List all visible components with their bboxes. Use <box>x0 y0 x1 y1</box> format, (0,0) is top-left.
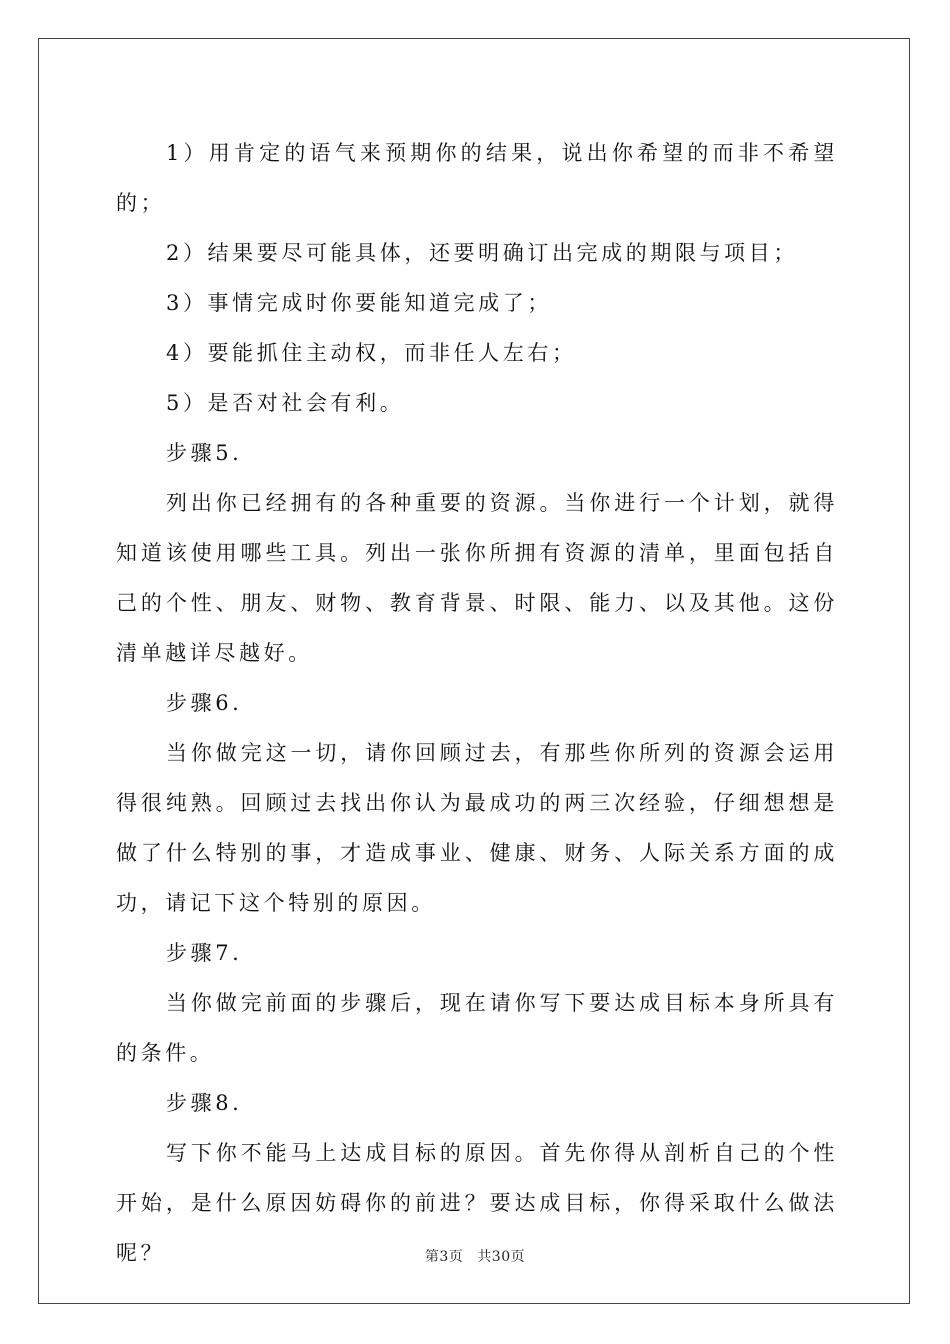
step-heading-6: 步骤6. <box>166 691 243 715</box>
step-heading-5: 步骤5. <box>166 441 243 465</box>
list-item-3: 3）事情完成时你要能知道完成了； <box>166 291 552 315</box>
list-item-1: 1）用肯定的语气来预期你的结果，说出你希望的而非不希望的； <box>116 141 838 215</box>
page-number: 第3页 <box>424 1249 464 1265</box>
page-footer <box>0 1246 950 1266</box>
document-body <box>116 128 838 1278</box>
list-item-2: 2）结果要尽可能具体，还要明确订出完成的期限与项目； <box>166 241 798 265</box>
step-heading-7: 步骤7. <box>166 941 243 965</box>
step-heading-8: 步骤8. <box>166 1091 243 1115</box>
list-item-4: 4）要能抓住主动权，而非任人左右； <box>166 341 577 365</box>
list-item-5: 5）是否对社会有利。 <box>166 391 405 415</box>
page-total: 共30页 <box>477 1249 526 1265</box>
step-5-paragraph: 列出你已经拥有的各种重要的资源。当你进行一个计划，就得知道该使用哪些工具。列出一张你所拥有资源的清单，里面包括自己的个性、朋友、财物、教育背景、时限、能力、以及其他。这份清单越详尽越好。 <box>116 491 838 665</box>
step-6-paragraph: 当你做完这一切，请你回顾过去，有那些你所列的资源会运用得很纯熟。回顾过去找出你认为最成功的两三次经验，仔细想想是做了什么特别的事，才造成事业、健康、财务、人际关系方面的成功，请记下这个特别的原因。 <box>116 741 838 915</box>
step-8-paragraph: 写下你不能马上达成目标的原因。首先你得从剖析自己的个性开始，是什么原因妨碍你的前进？要达成目标，你得采取什么做法呢？ <box>116 1141 838 1265</box>
step-7-paragraph: 当你做完前面的步骤后，现在请你写下要达成目标本身所具有的条件。 <box>116 991 838 1065</box>
